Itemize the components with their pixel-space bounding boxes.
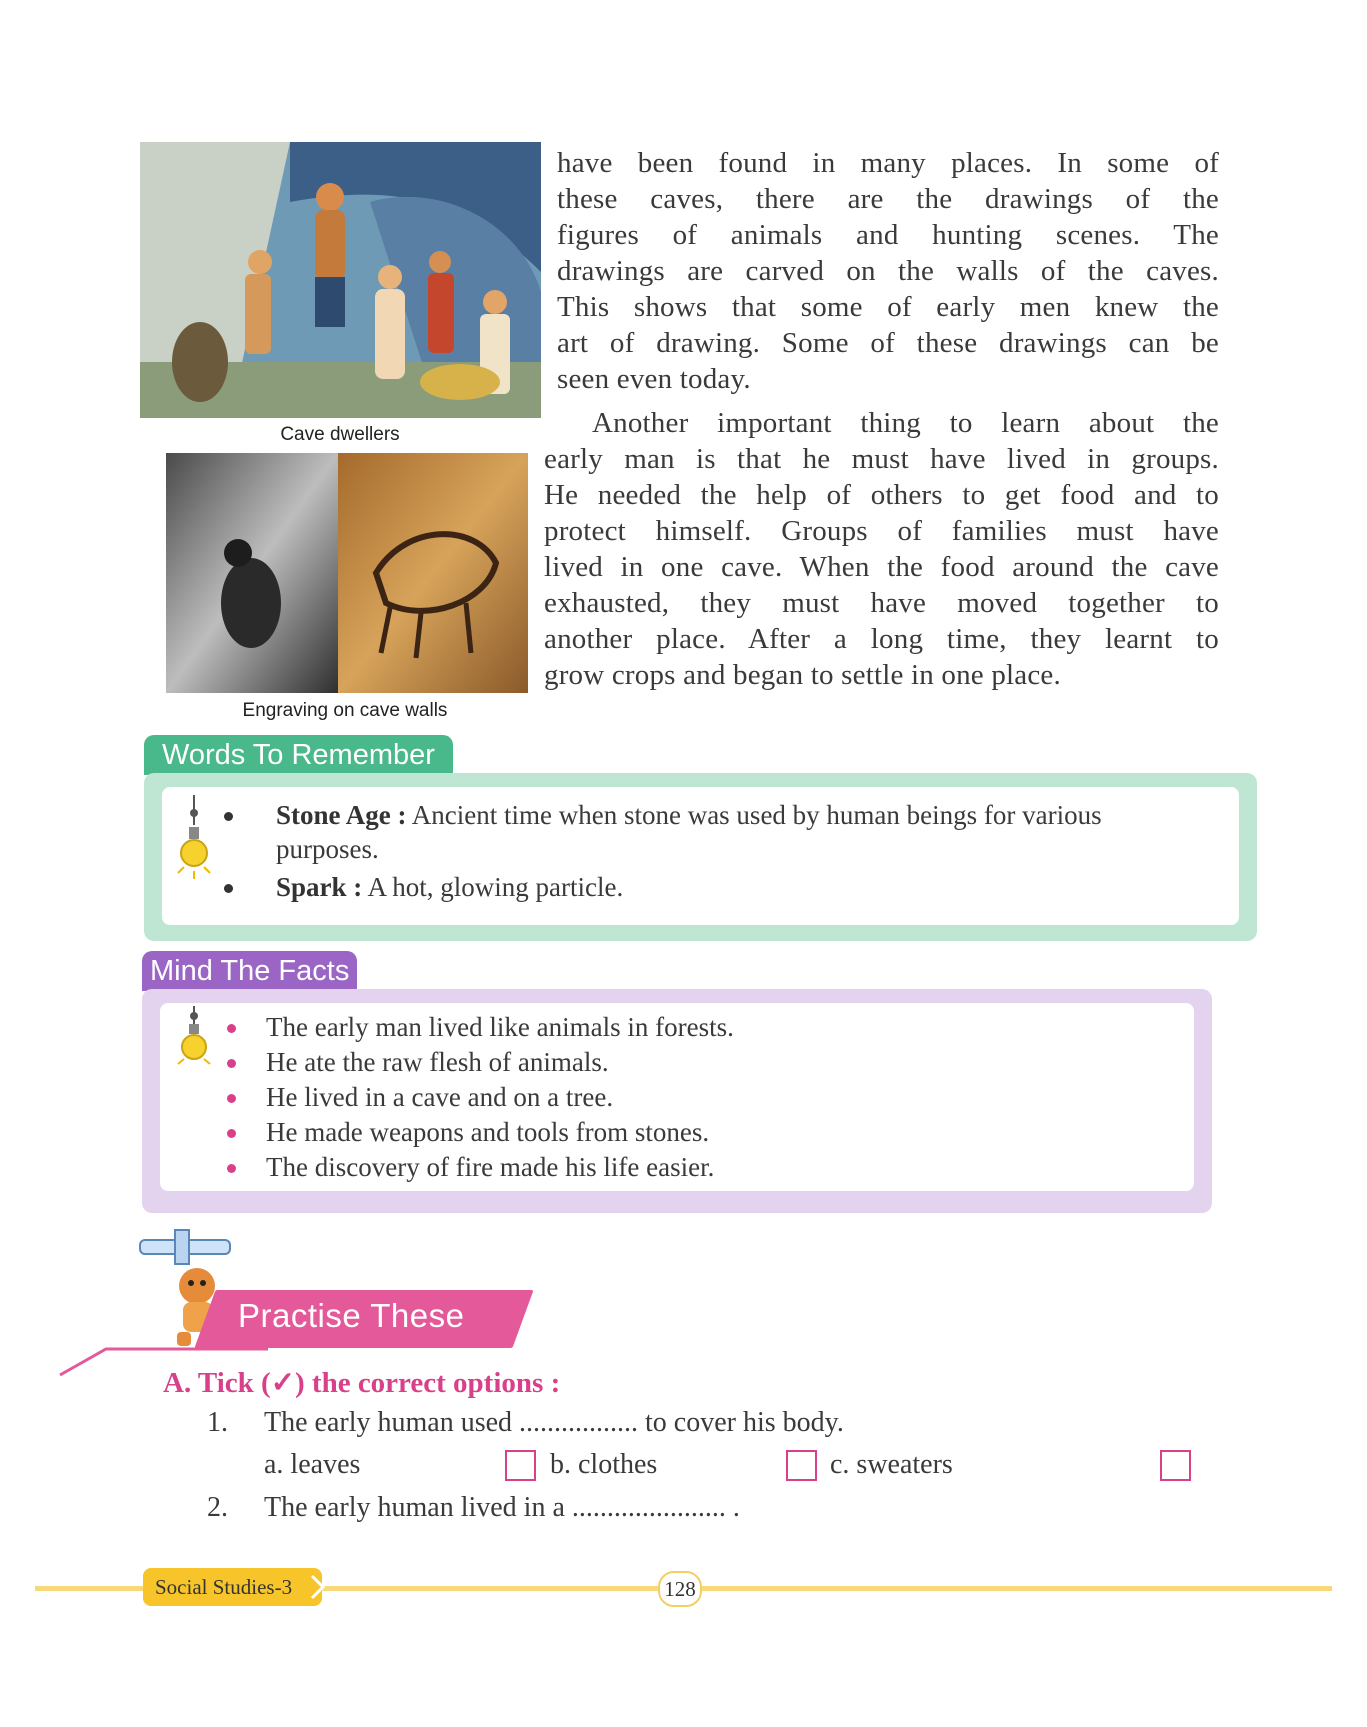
page-number: 128	[658, 1571, 702, 1607]
bullet	[227, 1164, 236, 1173]
cave-engraving-image	[166, 453, 528, 693]
paragraph-groups	[544, 405, 1219, 693]
text-line: Another important thing to learn about the	[592, 407, 1219, 439]
chevron-right-icon	[308, 1573, 328, 1601]
text-line: have been found in many places. In some of	[557, 147, 1219, 179]
text-line: This shows that some of early men knew the	[557, 291, 1219, 323]
bullet	[227, 1059, 236, 1068]
text-line: figures of animals and hunting scenes. The	[557, 219, 1219, 251]
text-line: exhausted, they must have moved together to	[544, 587, 1219, 619]
term: Spark :	[276, 872, 363, 902]
question-number: 2.	[207, 1492, 228, 1523]
spark-definition	[276, 870, 623, 904]
question-text: The early human used ................. to cover his body.	[264, 1407, 844, 1438]
engraving-caption: Engraving on cave walls	[242, 700, 448, 721]
fact-item: He made weapons and tools from stones.	[266, 1117, 710, 1147]
fact-item: He lived in a cave and on a tree.	[266, 1082, 614, 1112]
section-a-heading: A. Tick (✓) the correct options :	[163, 1367, 561, 1399]
option-label: a. leaves	[264, 1449, 361, 1480]
option-c-checkbox[interactable]	[1160, 1450, 1191, 1481]
text-line: another place. After a long time, they learnt to	[544, 623, 1219, 655]
mind-the-facts-title: Mind The Facts	[142, 951, 357, 991]
stone-age-definition-continued: purposes.	[276, 834, 379, 864]
text-line: drawings are carved on the walls of the caves.	[557, 255, 1219, 287]
cave-dwellers-caption: Cave dwellers	[280, 424, 400, 445]
text-line: grow crops and began to settle in one place.	[544, 659, 1061, 691]
text-line: protect himself. Groups of families must have	[544, 515, 1219, 547]
book-title-badge: Social Studies-3	[143, 1568, 322, 1606]
practise-these-title: Practise These	[238, 1297, 465, 1334]
option-a-checkbox[interactable]	[505, 1450, 536, 1481]
bullet	[227, 1094, 236, 1103]
words-to-remember-title: Words To Remember	[144, 735, 453, 775]
term: Stone Age :	[276, 800, 407, 830]
question-number: 1.	[207, 1407, 228, 1438]
question-text: The early human lived in a ...................... .	[264, 1492, 740, 1523]
text-line: seen even today.	[557, 363, 751, 395]
text-line: He needed the help of others to get food and to	[544, 479, 1219, 511]
bullet	[224, 884, 233, 893]
bullet	[227, 1024, 236, 1033]
option-label: b. clothes	[550, 1449, 658, 1480]
option-label: c. sweaters	[830, 1449, 953, 1480]
definition: Ancient time when stone was used by human beings for various	[406, 800, 1102, 830]
text-line: these caves, there are the drawings of the	[557, 183, 1219, 215]
stone-age-definition	[276, 798, 1102, 832]
text-line: lived in one cave. When the food around the cave	[544, 551, 1219, 583]
paragraph-caves	[557, 145, 1219, 397]
fact-item: He ate the raw flesh of animals.	[266, 1047, 609, 1077]
bullet	[224, 812, 233, 821]
fact-item: The discovery of fire made his life easier.	[266, 1152, 715, 1182]
fact-item: The early man lived like animals in forests.	[266, 1012, 734, 1042]
lightbulb-icon	[176, 795, 212, 885]
cave-dwellers-image	[140, 142, 541, 418]
definition: A hot, glowing particle.	[362, 872, 624, 902]
text-line: art of drawing. Some of these drawings can be	[557, 327, 1219, 359]
bullet	[227, 1129, 236, 1138]
option-b-checkbox[interactable]	[786, 1450, 817, 1481]
lightbulb-icon	[176, 1006, 212, 1072]
text-line: early man is that he must have lived in groups.	[544, 443, 1219, 475]
